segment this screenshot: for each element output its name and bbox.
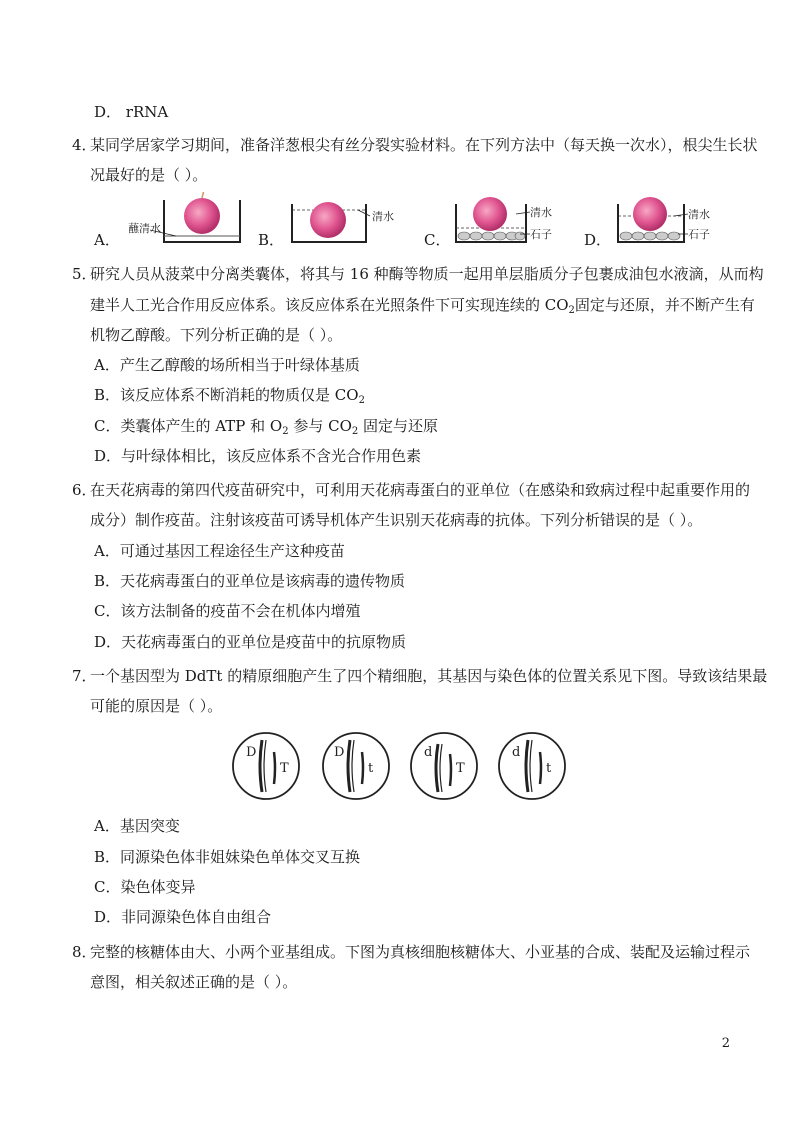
q6-option-d: D．天花病毒蛋白的亚单位是疫苗中的抗原物质 xyxy=(94,633,407,651)
q4-stem-line1: 4．某同学居家学习期间，准备洋葱根尖有丝分裂实验材料。在下列方法中（每天换一次水），根尖生长状 xyxy=(72,136,758,154)
cell-3-left-gene: d xyxy=(424,745,433,760)
cell-1-left-gene: D xyxy=(246,745,257,760)
q5-option-c: C．类囊体产生的 ATP 和 $O_2$ 参与 $CO_2$ 固定与还原 xyxy=(94,417,439,437)
q6-number: 6． xyxy=(72,481,97,499)
q4-figure-a-label: A． xyxy=(94,231,120,249)
q8-stem-line2: 意图，相关叙述正确的是（ ）。 xyxy=(90,973,298,991)
beaker-d-illustration xyxy=(612,194,722,250)
sperm-cell-2 xyxy=(323,733,389,799)
cell-1-right-gene: T xyxy=(280,761,289,776)
q4-figure-b-water-label: 清水 xyxy=(372,210,394,223)
q7-number: 7． xyxy=(72,667,97,685)
q4-figure-d-water-label: 清水 xyxy=(688,208,710,221)
q4-figure-c-label: C． xyxy=(424,231,451,249)
beaker-a-illustration xyxy=(128,192,246,252)
q4-number: 4． xyxy=(72,136,97,154)
q4-figure-b-label: B． xyxy=(258,231,285,249)
q4-figure-c-stone-label: 石子 xyxy=(530,228,552,241)
q4-figure-d-stone-label: 石子 xyxy=(688,228,710,241)
q5-option-a: A．产生乙醇酸的场所相当于叶绿体基质 xyxy=(94,356,360,374)
cell-2-right-gene: t xyxy=(368,761,374,776)
q6-option-a: A．可通过基因工程途径生产这种疫苗 xyxy=(94,542,345,560)
q8-number: 8． xyxy=(72,943,97,961)
cell-4-left-gene: d xyxy=(512,745,521,760)
sperm-cell-4 xyxy=(499,733,565,799)
q5-stem-line3: 机物乙醇酸。下列分析正确的是（ ）。 xyxy=(90,326,343,344)
q7-option-c: C．染色体变异 xyxy=(94,878,196,896)
q5-number: 5． xyxy=(72,265,97,283)
sperm-cell-1 xyxy=(233,733,299,799)
q6-option-b: B．天花病毒蛋白的亚单位是该病毒的遗传物质 xyxy=(94,572,406,590)
q6-option-c: C．该方法制备的疫苗不会在机体内增殖 xyxy=(94,602,361,620)
q7-option-a: A．基因突变 xyxy=(94,817,180,835)
q7-option-d: D．非同源染色体自由组合 xyxy=(94,908,272,926)
q6-stem-line2: 成分）制作疫苗。注射该疫苗可诱导机体产生识别天花病毒的抗体。下列分析错误的是（ ）。 xyxy=(90,511,703,529)
q7-sperm-cells-figure xyxy=(228,728,578,804)
q5-stem-line1: 5．研究人员从菠菜中分离类囊体，将其与 16 种酶等物质一起用单层脂质分子包裹成油包水液滴，从而构 xyxy=(72,265,764,283)
q4-figure-d-label: D． xyxy=(584,231,612,249)
q6-stem-line1: 6．在天花病毒的第四代疫苗研究中，可利用天花病毒蛋白的亚单位（在感染和致病过程中起重要作用的 xyxy=(72,481,751,499)
q7-stem-line1: 7．一个基因型为 DdTt 的精原细胞产生了四个精细胞，其基因与染色体的位置关系见下图。导致该结果最 xyxy=(72,667,768,685)
q4-figure-c-water-label: 清水 xyxy=(530,206,552,219)
cell-3-right-gene: T xyxy=(456,761,465,776)
q3-option-d: D． rRNA xyxy=(94,103,169,121)
q8-stem-line1: 8．完整的核糖体由大、小两个亚基组成。下图为真核细胞核糖体大、小亚基的合成、装配及运输过程示 xyxy=(72,943,751,961)
cell-4-right-gene: t xyxy=(546,761,552,776)
sperm-cell-3 xyxy=(411,733,477,799)
q4-stem-line2: 况最好的是（ ）。 xyxy=(90,166,208,184)
cell-2-left-gene: D xyxy=(334,745,345,760)
q5-stem-line2: 建半人工光合作用反应体系。该反应体系在光照条件下可实现连续的 $CO_2$固定与还原，并不断产生有 xyxy=(90,296,755,316)
beaker-c-illustration xyxy=(450,194,560,250)
q4-figure-a-water-label: 蘸清水 xyxy=(128,222,161,235)
beaker-b-illustration xyxy=(288,194,398,250)
q5-option-b: B．该反应体系不断消耗的物质仅是 $CO_2$ xyxy=(94,386,365,406)
q5-option-d: D．与叶绿体相比，该反应体系不含光合作用色素 xyxy=(94,447,422,465)
q7-option-b: B．同源染色体非姐妹染色单体交叉互换 xyxy=(94,848,361,866)
q7-stem-line2: 可能的原因是（ ）。 xyxy=(90,697,223,715)
page-number: 2 xyxy=(721,1036,730,1051)
